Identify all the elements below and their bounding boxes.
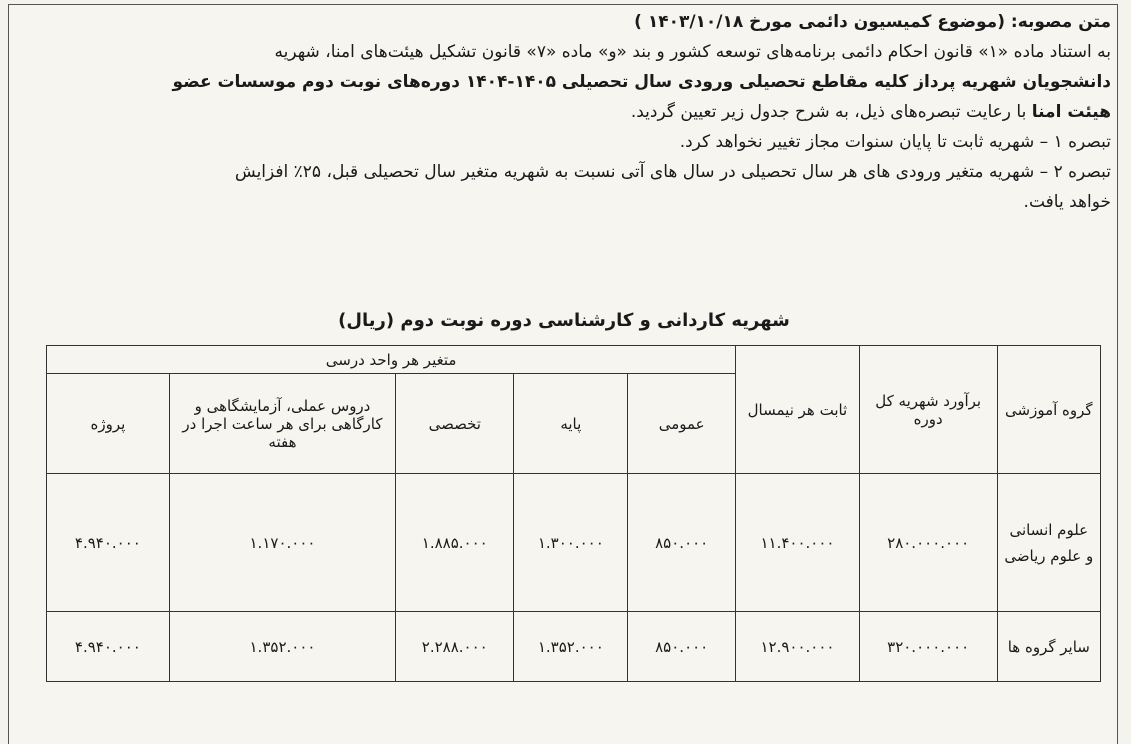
- resolution-line-3: دانشجویان شهریه پرداز کلیه مقاطع تحصیلی ورودی سال تحصیلی ۱۴۰۵-۱۴۰۴ دوره‌های نوبت دوم موسسات عضو: [172, 72, 1111, 92]
- resolution-line-4-rest: با رعایت تبصره‌های ذیل، به شرح جدول زیر تعیین گردید.: [630, 102, 1032, 122]
- cell-practical: ۱.۱۷۰.۰۰۰: [169, 474, 395, 612]
- header-estimate: برآورد شهریه کل دوره: [859, 346, 997, 474]
- header-fixed: ثابت هر نیمسال: [736, 346, 860, 474]
- note-1: تبصره ۱ – شهریه ثابت تا پایان سنوات مجاز تغییر نخواهد کرد.: [679, 132, 1111, 152]
- header-group: گروه آموزشی: [997, 346, 1100, 474]
- table-row: [47, 474, 1101, 612]
- tuition-table: [46, 345, 1101, 682]
- table-title: شهریه کاردانی و کارشناسی دوره نوبت دوم (ریال): [338, 310, 790, 331]
- cell-basic: ۱.۳۰۰.۰۰۰: [514, 474, 628, 612]
- cell-estimate: ۲۸۰.۰۰۰.۰۰۰: [859, 474, 997, 612]
- cell-practical: ۱.۳۵۲.۰۰۰: [169, 612, 395, 682]
- cell-group: علوم انسانی و علوم ریاضی: [997, 474, 1100, 612]
- cell-estimate: ۳۲۰.۰۰۰.۰۰۰: [859, 612, 997, 682]
- resolution-title: متن مصوبه: (موضوع کمیسیون دائمی مورخ ۱۴۰۳/۱۰/۱۸ ): [634, 12, 1111, 32]
- cell-special: ۲.۲۸۸.۰۰۰: [396, 612, 514, 682]
- cell-basic: ۱.۳۵۲.۰۰۰: [514, 612, 628, 682]
- header-general: عمومی: [628, 374, 736, 474]
- cell-project: ۴.۹۴۰.۰۰۰: [47, 612, 170, 682]
- header-basic: پایه: [514, 374, 628, 474]
- note-2-line-1: تبصره ۲ – شهریه متغیر ورودی های هر سال تحصیلی در سال های آتی نسبت به شهریه متغیر سال تحصیلی قبل، ۲۵٪ افزایش: [234, 162, 1111, 182]
- resolution-line-4: [21, 97, 1111, 127]
- header-project: پروژه: [47, 374, 170, 474]
- cell-general: ۸۵۰.۰۰۰: [628, 612, 736, 682]
- resolution-text: [21, 7, 1111, 217]
- cell-special: ۱.۸۸۵.۰۰۰: [396, 474, 514, 612]
- cell-fixed: ۱۱.۴۰۰.۰۰۰: [736, 474, 860, 612]
- cell-general: ۸۵۰.۰۰۰: [628, 474, 736, 612]
- cell-project: ۴.۹۴۰.۰۰۰: [47, 474, 170, 612]
- cell-fixed: ۱۲.۹۰۰.۰۰۰: [736, 612, 860, 682]
- header-special: تخصصی: [396, 374, 514, 474]
- cell-group: سایر گروه ها: [997, 612, 1100, 682]
- table-row: [47, 612, 1101, 682]
- header-practical: دروس عملی، آزمایشگاهی و کارگاهی برای هر ساعت اجرا در هفته: [169, 374, 395, 474]
- table-header-row-1: [47, 346, 1101, 374]
- resolution-line-2: به استناد ماده «۱» قانون احکام دائمی برنامه‌های توسعه کشور و بند «و» ماده «۷» قانون تشکیل هیئت‌های امنا، شهریه: [274, 42, 1111, 62]
- note-2-line-2: خواهد یافت.: [1023, 192, 1111, 212]
- document-page: [8, 4, 1118, 744]
- board-of-trustees-label: هیئت امنا: [1031, 102, 1111, 122]
- header-variable: متغیر هر واحد درسی: [47, 346, 736, 374]
